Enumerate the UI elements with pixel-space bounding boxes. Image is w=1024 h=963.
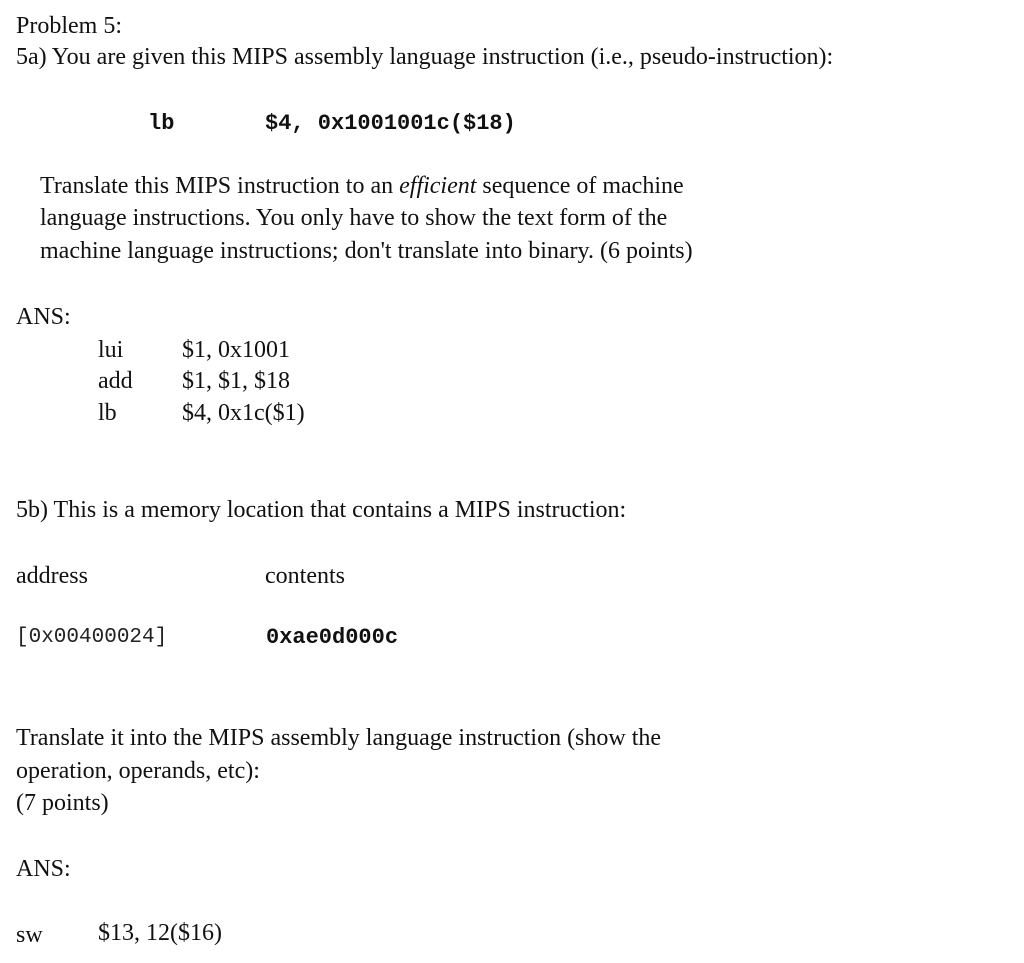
answer-a-op-2: add (98, 368, 133, 394)
part-a-task-line-3: machine language instructions; don't translate into binary. (6 points) (40, 238, 693, 264)
answer-a-op-3: lb (98, 400, 117, 426)
answer-b-args: $13, 12($16) (98, 920, 222, 946)
contents-value: 0xae0d000c (266, 625, 399, 650)
part-b-task-line-3: (7 points) (16, 790, 109, 816)
answer-a-op-1: lui (98, 337, 124, 363)
part-a-ans-label: ANS: (16, 304, 71, 330)
problem-title: Problem 5: (16, 13, 122, 39)
part-a-task-line-1: Translate this MIPS instruction to an efficient sequence of machine (40, 173, 684, 199)
part-a-task-line-2: language instructions. You only have to show the text form of the (40, 205, 668, 231)
address-value: [0x00400024] (16, 626, 168, 649)
answer-a-args-1: $1, 0x1001 (182, 337, 290, 363)
answer-b-op: sw (16, 922, 43, 948)
address-header: address (16, 563, 88, 589)
part-b-task-line-1: Translate it into the MIPS assembly language instruction (show the (16, 725, 662, 751)
part-b-task-line-2: operation, operands, etc): (16, 758, 260, 784)
given-instruction-operands: $4, 0x1001001c($18) (265, 111, 516, 136)
answer-a-args-2: $1, $1, $18 (182, 368, 290, 394)
part-b-ans-label: ANS: (16, 856, 71, 882)
part-a-prompt: 5a) You are given this MIPS assembly language instruction (i.e., pseudo-instruction): (16, 44, 834, 70)
given-instruction-opcode: lb (148, 111, 175, 136)
answer-a-args-3: $4, 0x1c($1) (182, 400, 305, 426)
contents-header: contents (265, 563, 345, 589)
part-b-prompt: 5b) This is a memory location that contains a MIPS instruction: (16, 497, 627, 523)
efficient-emphasis: efficient (399, 173, 477, 199)
